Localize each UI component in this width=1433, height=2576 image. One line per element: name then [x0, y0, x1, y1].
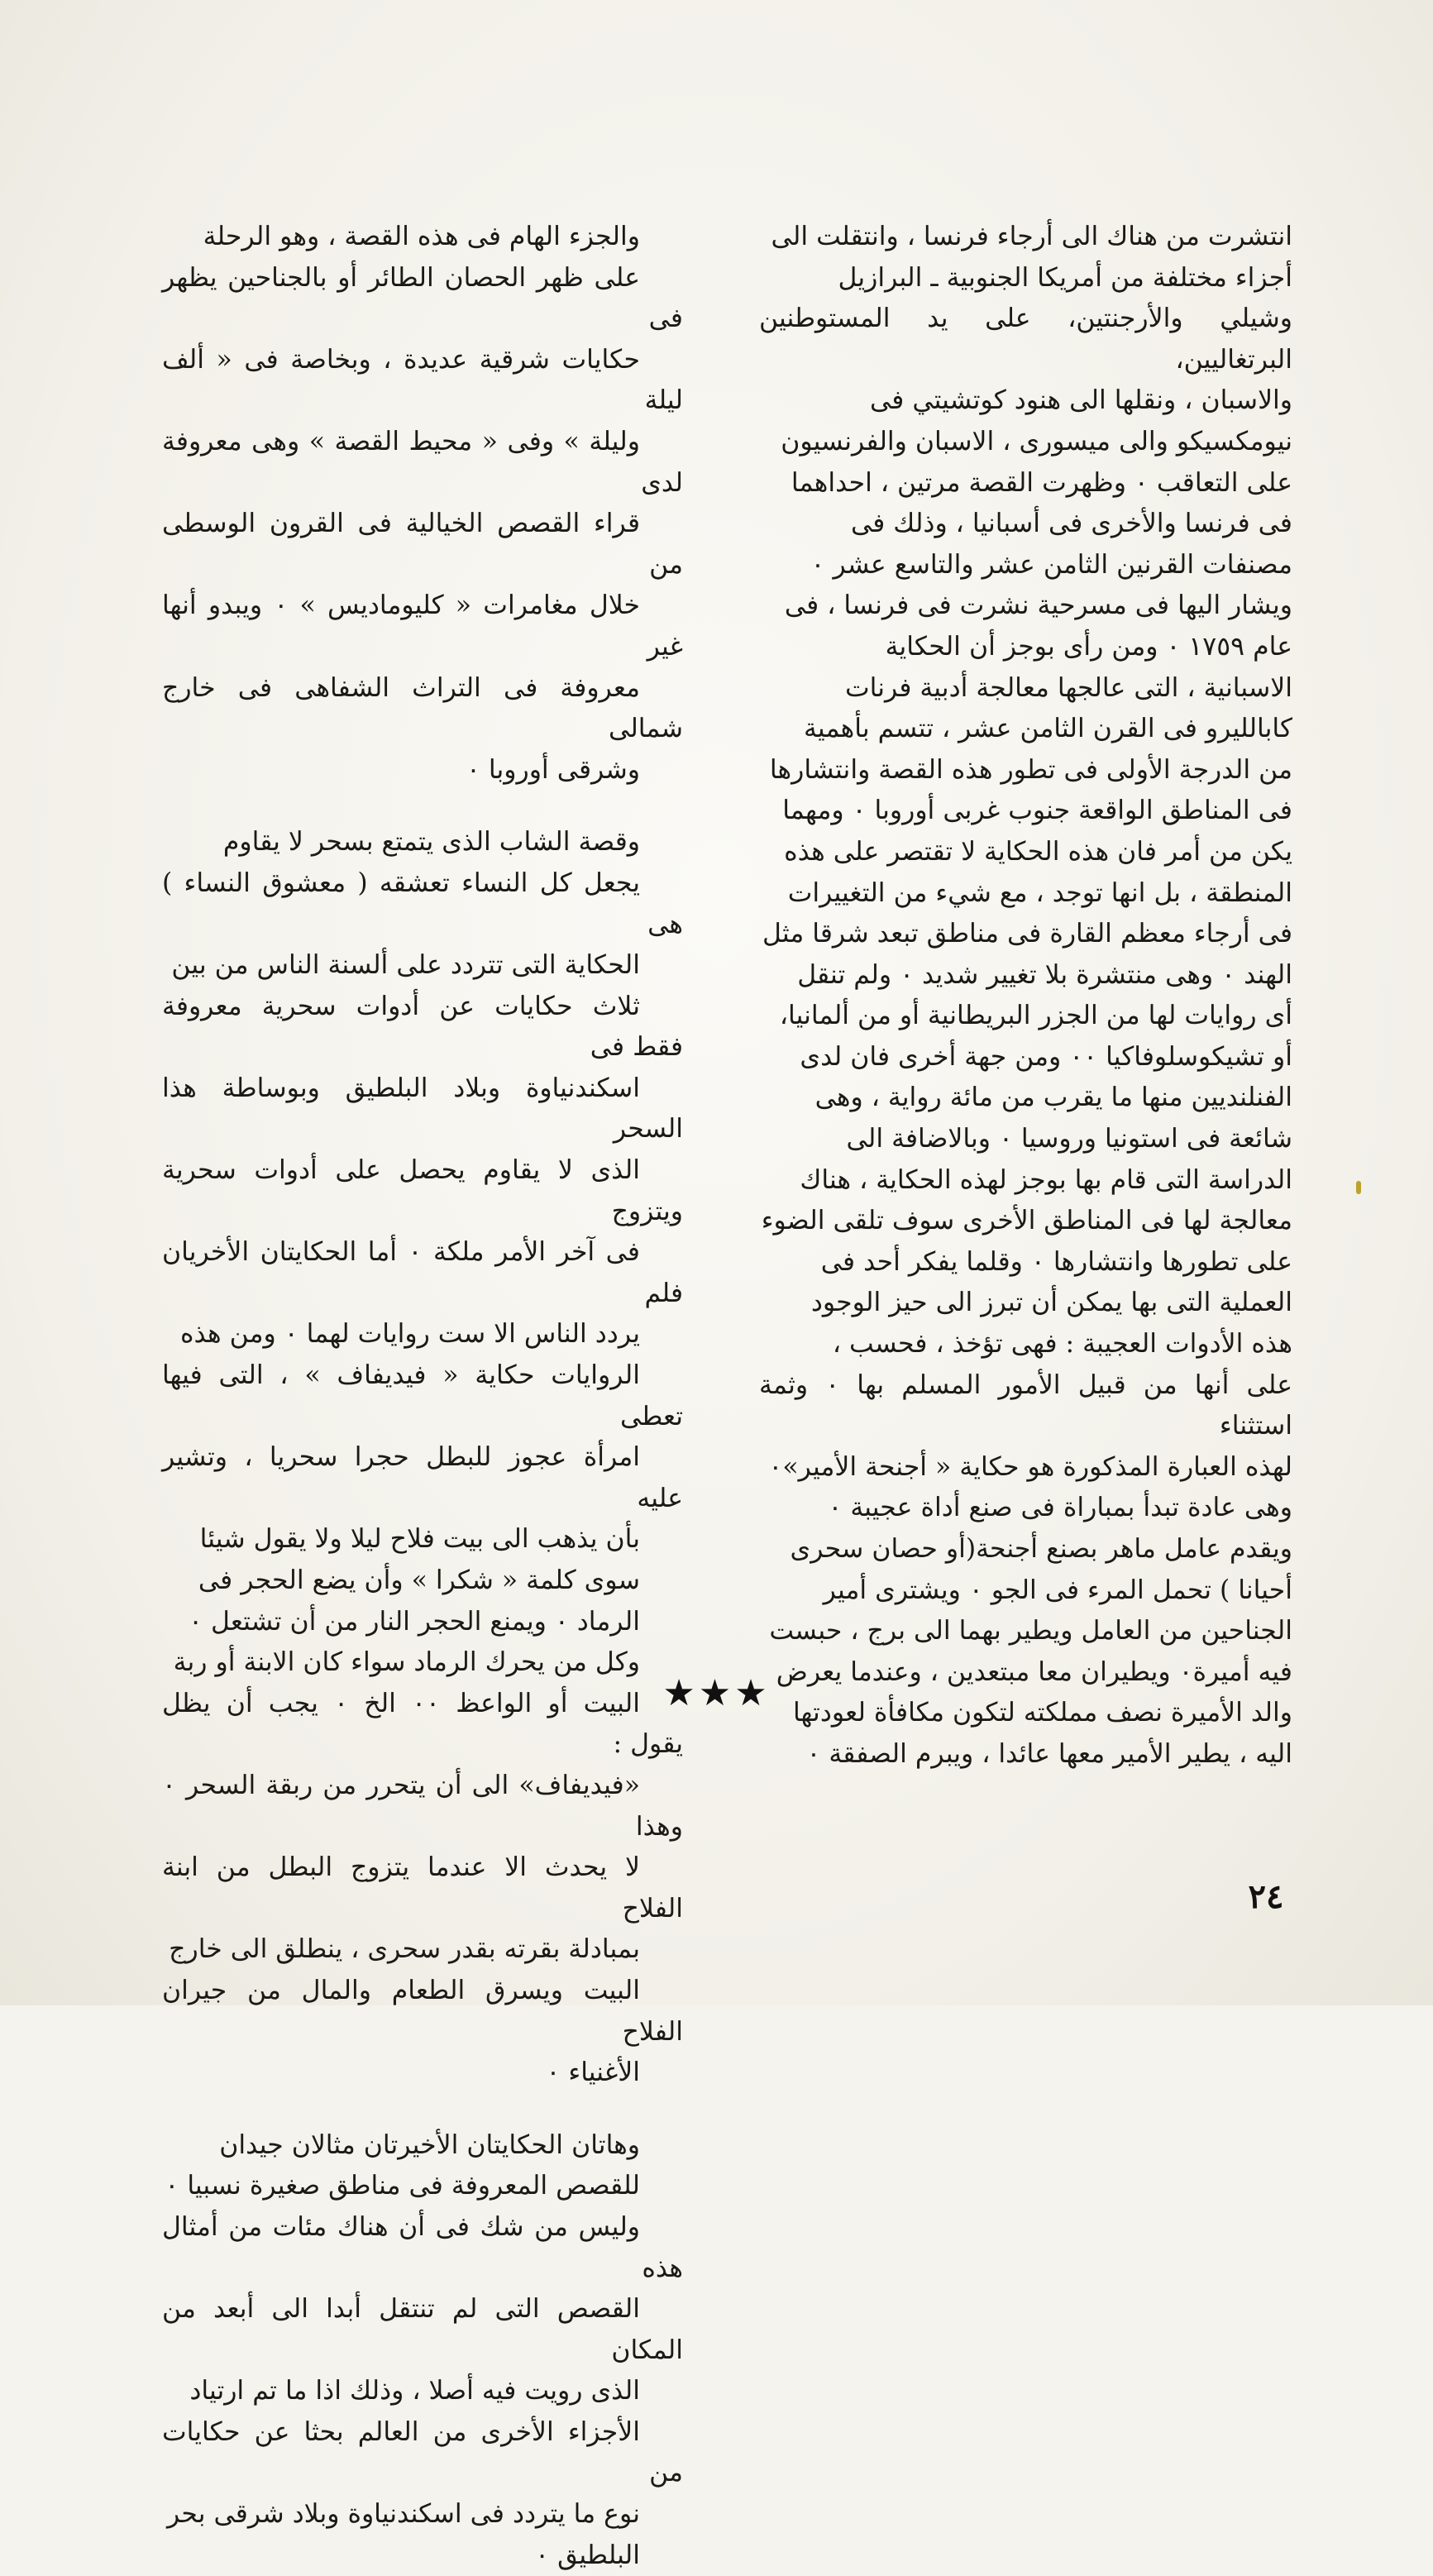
text-line: وليس من شك فى أن هناك مئات من أمثال هذه — [162, 2211, 683, 2283]
text-line: يكن من أمر فان هذه الحكاية لا تقتصر على هذه — [784, 836, 1292, 867]
text-line: الحكاية التى تتردد على ألسنة الناس من بين — [171, 950, 640, 981]
text-line: للقصص المعروفة فى مناطق صغيرة نسبيا ٠ — [165, 2171, 640, 2201]
text-line: الذى رويت فيه أصلا ، وذلك اذا ما تم ارتياد — [189, 2376, 640, 2406]
text-line: وشرقى أوروبا ٠ — [466, 754, 640, 785]
text-line: يجعل كل النساء تعشقه ( معشوق النساء ) هى — [162, 867, 683, 939]
text-line: فى آخر الأمر ملكة ٠ أما الحكايتان الأخريان فلم — [162, 1237, 683, 1308]
text-line: فى فرنسا والأخرى فى أسبانيا ، وذلك فى — [850, 509, 1292, 539]
text-line: الروايات حكاية « فيديفاف » ، التى فيها تعطى — [162, 1360, 683, 1431]
text-line: على أنها من قبيل الأمور المسلم بها ٠ وثمة استثناء — [759, 1369, 1292, 1441]
text-line: أحيانا ) تحمل المرء فى الجو ٠ ويشترى أمير — [823, 1575, 1292, 1605]
section-divider-stars: ★★★ — [662, 1672, 771, 1714]
text-line: مصنفات القرنين الثامن عشر والتاسع عشر ٠ — [810, 549, 1292, 580]
paragraph — [162, 2125, 683, 2576]
text-line: فى أرجاء معظم القارة فى مناطق تبعد شرقا مثل — [762, 919, 1292, 949]
text-line: هذه الأدوات العجيبة : فهى تؤخذ ، فحسب ، — [832, 1329, 1292, 1360]
text-line: اليه ، يطير الأمير معها عائدا ، ويبرم الصفقة ٠ — [806, 1738, 1292, 1769]
text-line: بأن يذهب الى بيت فلاح ليلا ولا يقول شيئا — [199, 1524, 640, 1555]
text-line: الذى لا يقاوم يحصل على أدوات سحرية ويتزوج — [162, 1155, 683, 1226]
text-line: وكل من يحرك الرماد سواء كان الابنة أو ربة — [173, 1647, 640, 1678]
paragraph — [162, 217, 683, 791]
text-line: الاسبانية ، التى عالجها معالجة أدبية فرنات — [844, 672, 1292, 703]
text-line: أجزاء مختلفة من أمريكا الجنوبية ـ البرازيل — [838, 262, 1292, 293]
text-line: الرماد ٠ ويمنع الحجر النار من أن تشتعل ٠ — [189, 1606, 640, 1637]
text-line: وليلة » وفى « محيط القصة » وهى معروفة لدى — [162, 426, 683, 498]
text-line: ويقدم عامل ماهر بصنع أجنحة(أو حصان سحرى — [790, 1534, 1292, 1564]
text-line: الدراسة التى قام بها بوجز لهذه الحكاية ، هناك — [800, 1164, 1292, 1195]
text-line: اسكندنياوة وبلاد البلطيق وبوساطة هذا السحر — [162, 1073, 683, 1145]
text-line: فى المناطق الواقعة جنوب غربى أوروبا ٠ ومهما — [782, 796, 1292, 826]
text-line: من الدرجة الأولى فى تطور هذه القصة وانتشارها — [769, 754, 1292, 785]
text-line: وهاتان الحكايتان الأخيرتان مثالان جيدان — [219, 2129, 640, 2160]
right-column — [759, 217, 1292, 1775]
text-line: لهذه العبارة المذكورة هو حكاية « أجنحة الأمير»٠ — [768, 1451, 1292, 1482]
text-line: أى روايات لها من الجزر البريطانية أو من ألمانيا، — [779, 1001, 1292, 1031]
text-line: وهى عادة تبدأ بمباراة فى صنع أداة عجيبة ٠ — [828, 1493, 1292, 1523]
paragraph — [759, 217, 1292, 1775]
text-line: البلطيق ٠ — [535, 2540, 640, 2570]
text-line: كابالليرو فى القرن الثامن عشر ، تتسم بأهمية — [804, 714, 1292, 744]
text-line: والد الأميرة نصف مملكته لتكون مكافأة لعودتها — [792, 1698, 1292, 1728]
text-line: الهند ٠ وهى منتشرة بلا تغيير شديد ٠ ولم تنقل — [797, 959, 1292, 990]
text-line: خلال مغامرات « كليومادیس » ٠ ويبدو أنها غير — [162, 590, 683, 662]
text-line: البيت ويسرق الطعام والمال من جيران الفلاح — [162, 1975, 683, 2047]
text-line: امرأة عجوز للبطل حجرا سحريا ، وتشير عليه — [162, 1442, 683, 1513]
text-line: الأجزاء الأخرى من العالم بحثا عن حكايات من — [162, 2416, 683, 2488]
text-line: لا يحدث الا عندما يتزوج البطل من ابنة الفلاح — [162, 1852, 683, 1924]
text-line: وشيلي والأرجنتين، على يد المستوطنين البرتغاليين، — [759, 303, 1292, 375]
text-line: الجناحين من العامل ويطير بهما الى برج ، حبست — [769, 1616, 1292, 1646]
text-line: والجزء الهام فى هذه القصة ، وهو الرحلة — [203, 222, 640, 251]
text-line: عام ١٧٥٩ ٠ ومن رأى بوجز أن الحكاية — [885, 631, 1292, 662]
text-line: على التعاقب ٠ وظهرت القصة مرتين ، احداهما — [791, 467, 1292, 498]
paper-speck — [1356, 1181, 1361, 1194]
text-line: معروفة فى التراث الشفاهى فى خارج شمالى — [162, 672, 683, 744]
text-line: على ظهر الحصان الطائر أو بالجناحين يظهر فى — [162, 262, 683, 334]
text-line: ثلاث حكايات عن أدوات سحرية معروفة فقط فى — [162, 991, 683, 1063]
text-line: فيه أميرة٠ ويطيران معا مبتعدين ، وعندما يعرض — [776, 1656, 1292, 1687]
text-line: والاسبان ، ونقلها الى هنود كوتشيتي فى — [870, 385, 1292, 416]
text-line: شائعة فى استونيا وروسيا ٠ وبالاضافة الى — [846, 1124, 1292, 1154]
text-line: أو تشيكوسلوفاكيا ٠٠ ومن جهة أخرى فان لدى — [800, 1041, 1292, 1072]
text-line: البيت أو الواعظ ٠٠ الخ ٠ يجب أن يظل يقول : — [162, 1688, 683, 1760]
paragraph — [162, 822, 683, 2093]
text-line: نيومكسيكو والى ميسورى ، الاسبان والفرنسيون — [781, 426, 1292, 456]
text-line: بمبادلة بقرته بقدر سحرى ، ينطلق الى خارج — [169, 1934, 640, 1965]
text-line: القصص التى لم تنتقل أبدا الى أبعد من المكان — [162, 2294, 683, 2365]
text-line: سوى كلمة « شكرا » وأن يضع الحجر فى — [198, 1565, 640, 1595]
left-column — [162, 217, 683, 2576]
text-line: وقصة الشاب الذى يتمتع بسحر لا يقاوم — [222, 827, 640, 858]
text-line: ويشار اليها فى مسرحية نشرت فى فرنسا ، فى — [784, 590, 1292, 621]
text-line: يردد الناس الا ست روايات لهما ٠ ومن هذه — [179, 1319, 640, 1350]
text-line: «فيديفاف» الى أن يتحرر من ربقة السحر ٠ وهذا — [162, 1770, 683, 1842]
text-line: انتشرت من هناك الى أرجاء فرنسا ، وانتقلت الى — [771, 222, 1292, 251]
text-line: نوع ما يتردد فى اسكندنياوة وبلاد شرقى بحر — [167, 2499, 640, 2530]
text-line: الفنلنديين منها ما يقرب من مائة رواية ، وهى — [814, 1082, 1292, 1113]
text-line: المنطقة ، بل انها توجد ، مع شيء من التغييرات — [787, 877, 1292, 908]
text-line: حكايات شرقية عديدة ، وبخاصة فى « ألف ليلة — [162, 344, 683, 416]
text-line: العملية التى بها يمكن أن تبرز الى حيز الوجود — [810, 1288, 1292, 1318]
text-line: الأغنياء ٠ — [546, 2057, 640, 2088]
text-line: على تطورها وانتشارها ٠ وقلما يفكر أحد فى — [820, 1246, 1292, 1277]
text-line: قراء القصص الخيالية فى القرون الوسطى من — [162, 509, 683, 580]
page-number: ٢٤ — [1248, 1877, 1284, 1916]
text-line: معالجة لها فى المناطق الأخرى سوف تلقى الضوء — [761, 1206, 1292, 1236]
